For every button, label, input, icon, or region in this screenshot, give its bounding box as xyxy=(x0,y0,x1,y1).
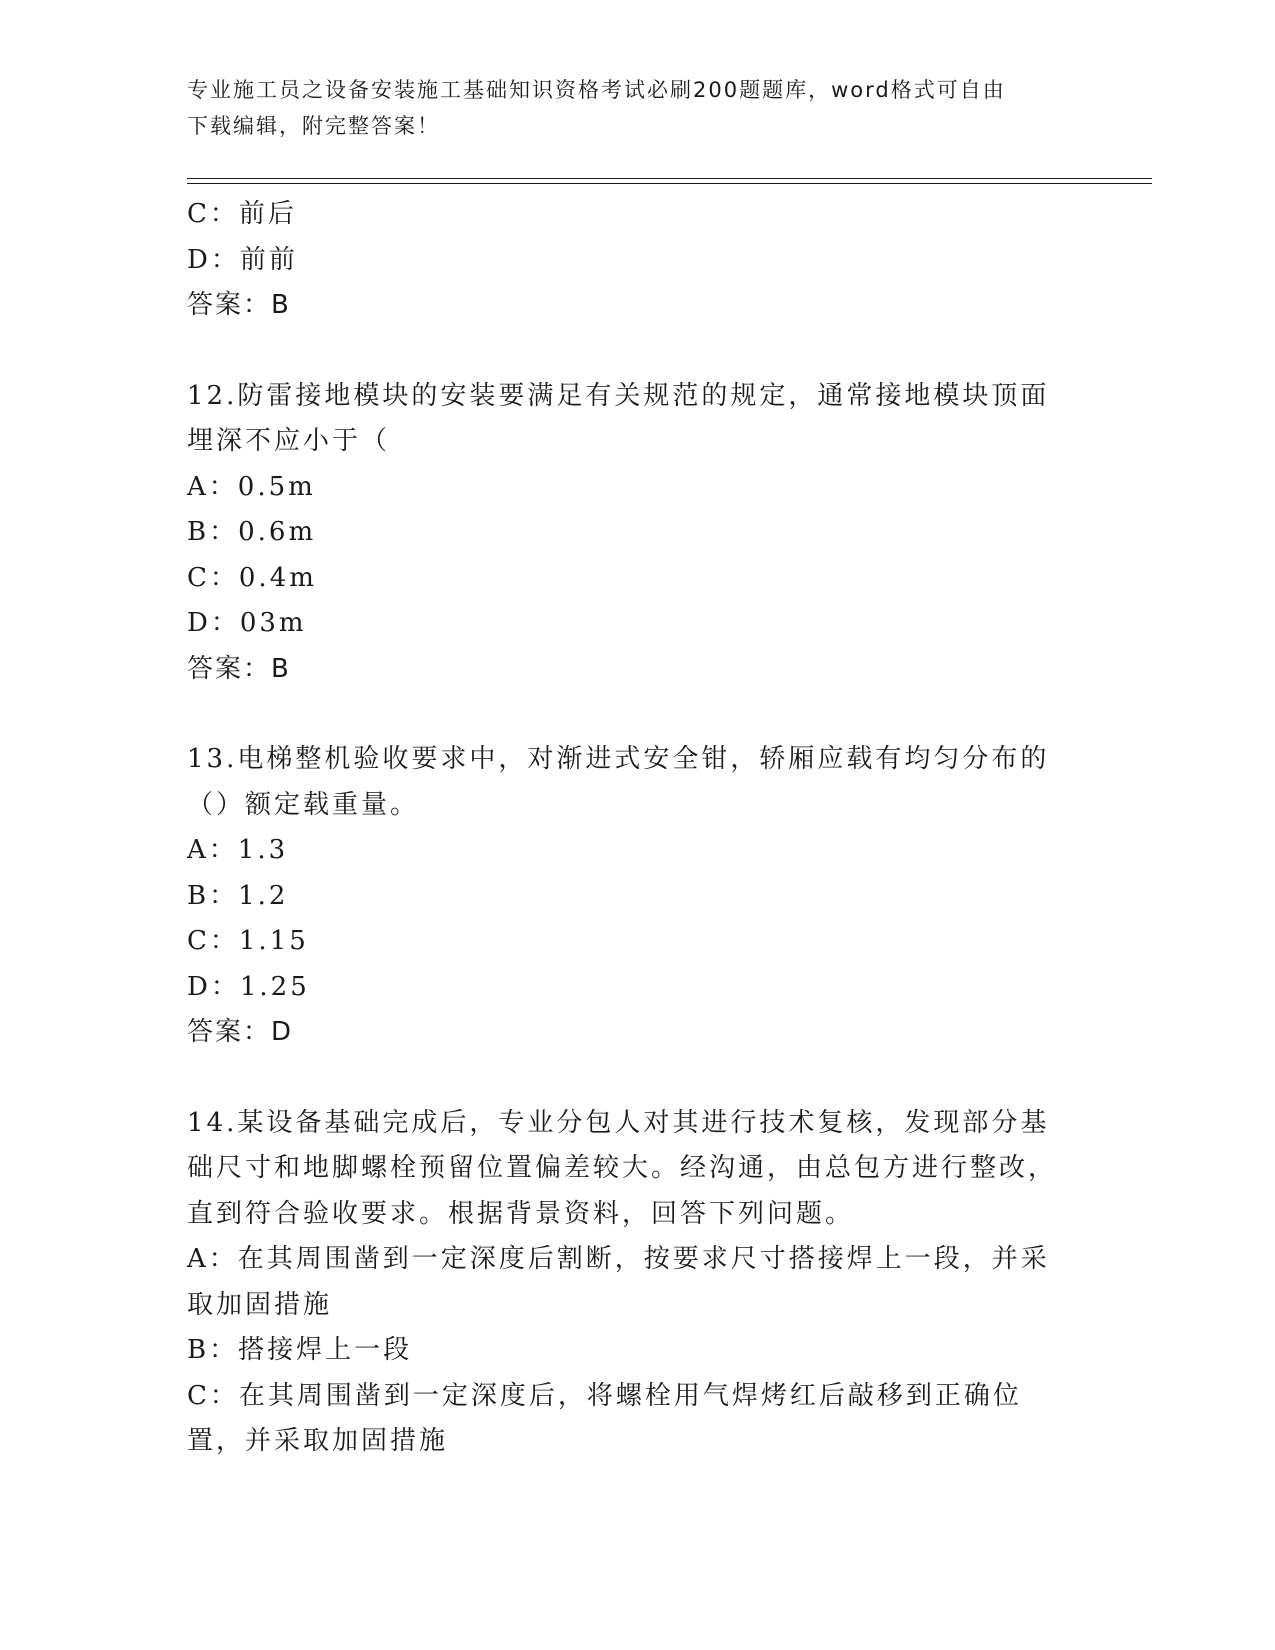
question-13-option-c: C：1.15 xyxy=(187,926,309,956)
question-12-option-c: C：0.4m xyxy=(187,562,317,593)
question-13-option-b: B：1.2 xyxy=(187,880,289,911)
question-14-stem: 14.某设备基础完成后，专业分包人对其进行技术复核，发现部分基础尺寸和地脚螺栓预留位置偏差较大。经沟通，由总包方进行整改，直到符合验收要求。根据背景资料，回答下列问题。 xyxy=(187,1107,1058,1229)
document-header xyxy=(187,72,1087,144)
question-12-option-b: B：0.6m xyxy=(187,517,317,547)
question-list xyxy=(187,192,1067,1465)
question-13-answer: 答案：D xyxy=(187,1017,294,1047)
question-spacer xyxy=(187,329,1067,374)
question-12-stem: 12.防雷接地模块的安装要满足有关规范的规定，通常接地模块顶面埋深不应小于（ xyxy=(187,380,1050,456)
question-14-option-b: B：搭接焊上一段 xyxy=(187,1335,413,1365)
question-13-option-a: A：1.3 xyxy=(187,835,289,865)
question-12-answer: 答案：B xyxy=(187,653,291,684)
header-divider-top xyxy=(187,178,1152,179)
question-11-option-c: C：前后 xyxy=(187,199,297,229)
question-spacer xyxy=(187,692,1067,737)
question-12-option-a: A：0.5m xyxy=(187,471,316,502)
question-13-stem: 13.电梯整机验收要求中，对渐进式安全钳，轿厢应载有均匀分布的（）额定载重量。 xyxy=(187,744,1050,820)
question-spacer xyxy=(187,1056,1067,1101)
header-divider-bottom xyxy=(187,183,1152,184)
question-13-option-d: D：1.25 xyxy=(187,971,310,1002)
question-11-answer: 答案：B xyxy=(187,290,291,320)
question-12 xyxy=(187,374,1067,693)
question-11-option-d: D：前前 xyxy=(187,244,298,275)
header-title-line-1: 专业施工员之设备安装施工基础知识资格考试必刷200题题库，word格式可自由 xyxy=(187,78,1006,102)
question-13 xyxy=(187,737,1067,1056)
question-14 xyxy=(187,1101,1067,1465)
question-14-option-a: A：在其周围凿到一定深度后割断，按要求尺寸搭接焊上一段，并采取加固措施 xyxy=(187,1244,1050,1320)
question-14-option-c: C：在其周围凿到一定深度后，将螺栓用气焊烤红后敲移到正确位置，并采取加固措施 xyxy=(187,1380,1022,1456)
question-12-option-d: D：03m xyxy=(187,608,307,638)
question-11-tail xyxy=(187,192,1067,329)
header-title-line-2: 下载编辑，附完整答案！ xyxy=(187,114,440,138)
